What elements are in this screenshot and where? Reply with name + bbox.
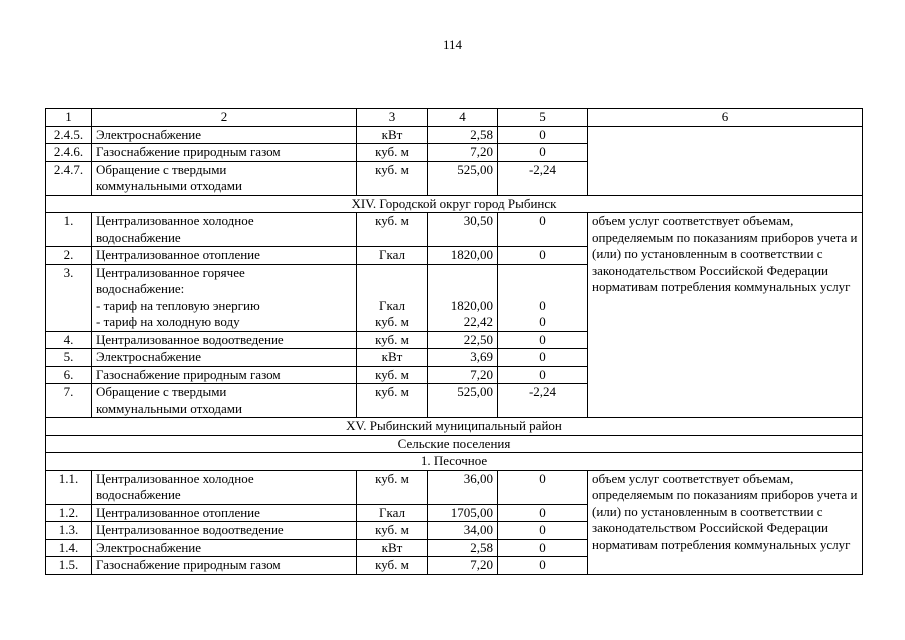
unit: куб. м [357,470,428,504]
change-line: 0 [539,297,546,313]
section-row [46,453,863,471]
change: -2,24 [498,384,588,418]
unit: куб. м [357,366,428,384]
value-line: 1820,00 [450,297,493,313]
value: 7,20 [428,557,498,575]
unit: кВт [357,126,428,144]
row-number: 1.1. [46,470,92,504]
header-col-4: 4 [428,109,498,127]
section-title: XV. Рыбинский муниципальный район [46,418,863,436]
row-number: 2.4.6. [46,144,92,162]
row-number: 1. [46,213,92,247]
change: 0 [498,126,588,144]
header-col-1: 1 [46,109,92,127]
unit: Гкал [357,247,428,265]
value [428,264,498,331]
row-number: 1.3. [46,522,92,540]
note-empty [588,126,863,195]
change: 0 [498,504,588,522]
row-number: 1.5. [46,557,92,575]
service-line: Обращение с твердыми [96,161,227,177]
service-line: водоснабжение [96,487,181,502]
value: 525,00 [428,384,498,418]
value: 1820,00 [428,247,498,265]
service-name: Централизованное водоотведение [92,522,357,540]
service-name: Газоснабжение природным газом [92,366,357,384]
service-name [92,161,357,195]
service-name [92,213,357,247]
service-name [92,384,357,418]
service-line: водоснабжение: [96,281,185,296]
table-row [46,470,863,504]
service-name: Электроснабжение [92,126,357,144]
change [498,264,588,331]
row-number: 1.2. [46,504,92,522]
service-name: Централизованное отопление [92,247,357,265]
value: 3,69 [428,349,498,367]
row-number: 2. [46,247,92,265]
value: 30,50 [428,213,498,247]
service-name [92,470,357,504]
change: 0 [498,366,588,384]
value: 7,20 [428,144,498,162]
change-line: 0 [539,314,546,329]
header-col-2: 2 [92,109,357,127]
value: 36,00 [428,470,498,504]
row-number: 1.4. [46,539,92,557]
unit: куб. м [357,213,428,247]
note-text: объем услуг соответствует объемам, определяемым по показаниям приборов учета и (или) по установленным в соответствии с законодательством Российской Федерации нормативам потребления коммунальных услуг [588,470,863,574]
section-row [46,435,863,453]
service-line: Централизованное горячее [96,264,245,280]
row-number: 6. [46,366,92,384]
value: 7,20 [428,366,498,384]
service-name: Электроснабжение [92,349,357,367]
unit-line: Гкал [378,297,405,313]
section-title: XIV. Городской округ город Рыбинск [46,195,863,213]
service-name: Централизованное отопление [92,504,357,522]
change: 0 [498,539,588,557]
service-line: коммунальными отходами [96,400,242,416]
service-name: Газоснабжение природным газом [92,557,357,575]
value: 525,00 [428,161,498,195]
header-col-3: 3 [357,109,428,127]
table-row [46,213,863,247]
section-row [46,418,863,436]
subsection-title: Сельские поселения [46,435,863,453]
page-number: 114 [442,37,463,52]
unit-line: куб. м [375,314,409,329]
change: 0 [498,331,588,349]
change: 0 [498,247,588,265]
tariff-table [45,108,863,575]
unit: кВт [357,539,428,557]
unit: куб. м [357,557,428,575]
settlement-title: 1. Песочное [46,453,863,471]
service-line: коммунальными отходами [96,178,242,193]
service-line: Обращение с твердыми [96,384,227,399]
header-row [46,109,863,127]
value: 2,58 [428,539,498,557]
change: 0 [498,522,588,540]
service-name: Централизованное водоотведение [92,331,357,349]
service-line: - тариф на холодную воду [96,314,240,329]
service-line: - тариф на тепловую энергию [96,297,260,313]
service-name [92,264,357,331]
value-line: 22,42 [463,314,493,329]
unit: Гкал [357,504,428,522]
change: 0 [498,349,588,367]
change: 0 [498,144,588,162]
value: 2,58 [428,126,498,144]
note-text: объем услуг соответствует объемам, определяемым по показаниям приборов учета и (или) по установленным в соответствии с законодательством Российской Федерации нормативам потребления коммунальных услуг [588,213,863,418]
change: 0 [498,213,588,247]
unit: куб. м [357,522,428,540]
unit: куб. м [357,384,428,418]
header-col-6: 6 [588,109,863,127]
unit: куб. м [357,331,428,349]
service-name: Электроснабжение [92,539,357,557]
row-number: 4. [46,331,92,349]
table-row [46,126,863,144]
unit: куб. м [357,161,428,195]
unit [357,264,428,331]
service-line: водоснабжение [96,229,181,245]
row-number: 3. [46,264,92,331]
unit: куб. м [357,144,428,162]
section-row [46,195,863,213]
header-col-5: 5 [498,109,588,127]
change: 0 [498,557,588,575]
change: -2,24 [498,161,588,195]
service-line: Централизованное холодное [96,470,254,486]
row-number: 2.4.7. [46,161,92,195]
value: 34,00 [428,522,498,540]
value: 22,50 [428,331,498,349]
value: 1705,00 [428,504,498,522]
row-number: 7. [46,384,92,418]
unit: кВт [357,349,428,367]
row-number: 5. [46,349,92,367]
service-name: Газоснабжение природным газом [92,144,357,162]
service-line: Централизованное холодное [96,213,254,228]
row-number: 2.4.5. [46,126,92,144]
change: 0 [498,470,588,504]
